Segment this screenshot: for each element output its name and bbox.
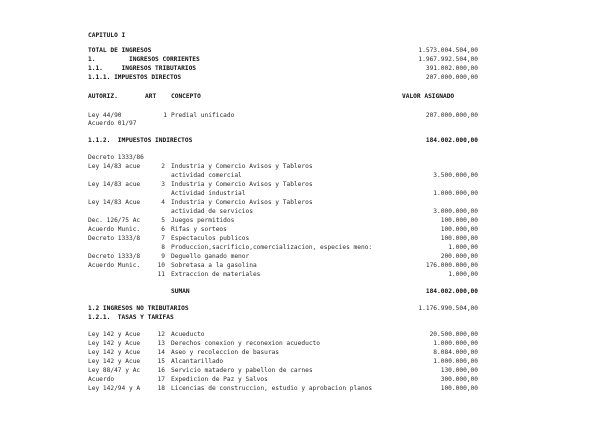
table-row-autoriz: Decreto 1333/8 xyxy=(88,235,141,242)
table-row-autoriz: Acuerdo xyxy=(88,376,115,383)
summary-label: 1. INGRESOS CORRIENTES xyxy=(88,56,200,63)
table-row-concepto: Deguello ganado menor xyxy=(171,253,250,260)
table-row-valor: 200.000,00 xyxy=(440,253,478,260)
table-row-autoriz: Acuerdo Munic. xyxy=(88,262,141,269)
summary-label: 1.1.1. IMPUESTOS DIRECTOS xyxy=(88,74,182,81)
table-row-art: 9 xyxy=(161,253,165,260)
sum-label: SUMAN xyxy=(171,288,190,295)
table-row-valor: 176.000.000,00 xyxy=(425,262,478,269)
table-row-concepto: Extraccion de materiales xyxy=(171,271,261,278)
table-row-valor: 130.000,00 xyxy=(440,367,478,374)
summary-label: TOTAL DE INGRESOS xyxy=(88,47,152,54)
sum-value: 184.002.000,00 xyxy=(425,288,478,295)
table-row-autoriz: Ley 142 y Acue xyxy=(88,340,141,347)
table-row-art: 12 xyxy=(157,331,165,338)
header-concepto: CONCEPTO xyxy=(171,93,201,100)
table-row-valor: 1.000.000,00 xyxy=(433,340,478,347)
table-row-valor: 1.000,00 xyxy=(448,244,478,251)
table-row-art: 5 xyxy=(161,217,165,224)
table-row-art: 17 xyxy=(157,376,165,383)
table-row-art: 6 xyxy=(161,226,165,233)
table-row-autoriz: Ley 14/83 acue xyxy=(88,181,141,188)
table-row-art: 4 xyxy=(161,199,165,206)
section-indirect-label: 1.1.2. IMPUESTOS INDIRECTOS xyxy=(88,137,193,144)
table-row-autoriz: Ley 142/94 y A xyxy=(88,385,141,392)
table-row-art: 18 xyxy=(157,385,165,392)
table-row-autoriz: Decreto 1333/86 xyxy=(88,154,144,161)
table-row-autoriz: Ley 14/83 acue xyxy=(88,163,141,170)
table-row-autoriz: Ley 142 y Acue xyxy=(88,358,141,365)
table-row-autoriz: Ley 88/47 y Ac xyxy=(88,367,141,374)
table-row-concepto: actividad de servicios xyxy=(171,208,253,215)
table-row-art: 3 xyxy=(161,181,165,188)
table-row-valor: 3.000.000,00 xyxy=(433,208,478,215)
table-row-autoriz: Ley 44/90 xyxy=(88,112,122,119)
table-row-art: 7 xyxy=(161,235,165,242)
section-nontax-label: 1.2 INGRESOS NO TRIBUTARIOS xyxy=(88,305,189,312)
table-row-valor: 3.500.000,00 xyxy=(433,172,478,179)
table-row-concepto: Sobretasa a la gasolina xyxy=(171,262,257,269)
table-row-concepto: Industria y Comercio Avisos y Tableros xyxy=(171,163,313,170)
table-row-valor: 20.500.000,00 xyxy=(429,331,478,338)
table-row-valor: 1.000,00 xyxy=(448,271,478,278)
table-row-valor: 100.000,00 xyxy=(440,226,478,233)
table-row-autoriz: Ley 142 y Acue xyxy=(88,349,141,356)
table-row-autoriz: Acuerdo 01/97 xyxy=(88,120,137,127)
table-row-valor: 100.000,00 xyxy=(440,217,478,224)
table-row-art: 16 xyxy=(157,367,165,374)
table-row-concepto: Predial unificado xyxy=(171,112,235,119)
table-row-concepto: Produccion,sacrificio,comercializacion, especies meno: xyxy=(171,244,373,251)
table-row-concepto: Servicio matadero y pabellon de carnes xyxy=(171,367,313,374)
table-row-concepto: Actividad industrial xyxy=(171,190,246,197)
header-autoriz: AUTORIZ. xyxy=(88,93,118,100)
table-row-art: 8 xyxy=(161,244,165,251)
section-fees-label: 1.2.1. TASAS Y TARIFAS xyxy=(88,314,174,321)
header-valor: VALOR ASIGNADO xyxy=(402,93,455,100)
table-row-valor: 1.000.000,00 xyxy=(433,358,478,365)
table-row-valor: 1.000.000,00 xyxy=(433,190,478,197)
table-row-concepto: Licencias de construccion, estudio y aprobacion planos xyxy=(171,385,373,392)
table-row-autoriz: Acuerdo Munic. xyxy=(88,226,141,233)
table-row-autoriz: Ley 14/83 Acue xyxy=(88,199,141,206)
table-row-art: 13 xyxy=(157,340,165,347)
table-row-valor: 207.000.000,00 xyxy=(425,112,478,119)
table-row-art: 14 xyxy=(157,349,165,356)
table-row-concepto: actividad comercial xyxy=(171,172,242,179)
table-row-autoriz: Dec. 126/75 Ac xyxy=(88,217,141,224)
table-row-concepto: Aseo y recoleccion de basuras xyxy=(171,349,280,356)
table-row-valor: 100.000,00 xyxy=(440,385,478,392)
table-row-autoriz: Ley 142 y Acue xyxy=(88,331,141,338)
table-row-art: 11 xyxy=(157,271,165,278)
table-row-concepto: Industria y Comercio Avisos y Tableros xyxy=(171,199,313,206)
table-row-concepto: Juegos permitidos xyxy=(171,217,235,224)
table-row-concepto: Rifas y sorteos xyxy=(171,226,227,233)
summary-value: 1.573.004.504,00 xyxy=(418,47,478,54)
summary-value: 207.000.000,00 xyxy=(425,74,478,81)
table-row-autoriz: Decreto 1333/8 xyxy=(88,253,141,260)
table-row-concepto: Alcantarillado xyxy=(171,358,224,365)
table-row-concepto: Expedicion de Paz y Salvos xyxy=(171,376,268,383)
table-row-art: 15 xyxy=(157,358,165,365)
table-row-art: 2 xyxy=(161,163,165,170)
table-row-concepto: Derechos conexion y reconexion acueducto xyxy=(171,340,321,347)
section-indirect-value: 184.002.000,00 xyxy=(425,137,478,144)
table-row-valor: 300.000,00 xyxy=(440,376,478,383)
summary-value: 391.002.000,00 xyxy=(425,65,478,72)
table-row-art: 10 xyxy=(157,262,165,269)
table-row-concepto: Industria y Comercio Avisos y Tableros xyxy=(171,181,313,188)
table-row-art: 1 xyxy=(163,112,167,119)
table-row-concepto: Espectaculos publicos xyxy=(171,235,250,242)
summary-label: 1.1. INGRESOS TRIBUTARIOS xyxy=(88,65,197,72)
table-row-valor: 100.000,00 xyxy=(440,235,478,242)
table-row-valor: 8.084.000,00 xyxy=(433,349,478,356)
section-nontax-value: 1.176.990.504,00 xyxy=(418,305,478,312)
header-art: ART xyxy=(145,93,157,100)
table-row-concepto: Acueducto xyxy=(171,331,205,338)
chapter-title: CAPITULO I xyxy=(88,32,126,39)
summary-value: 1.967.992.504,00 xyxy=(418,56,478,63)
